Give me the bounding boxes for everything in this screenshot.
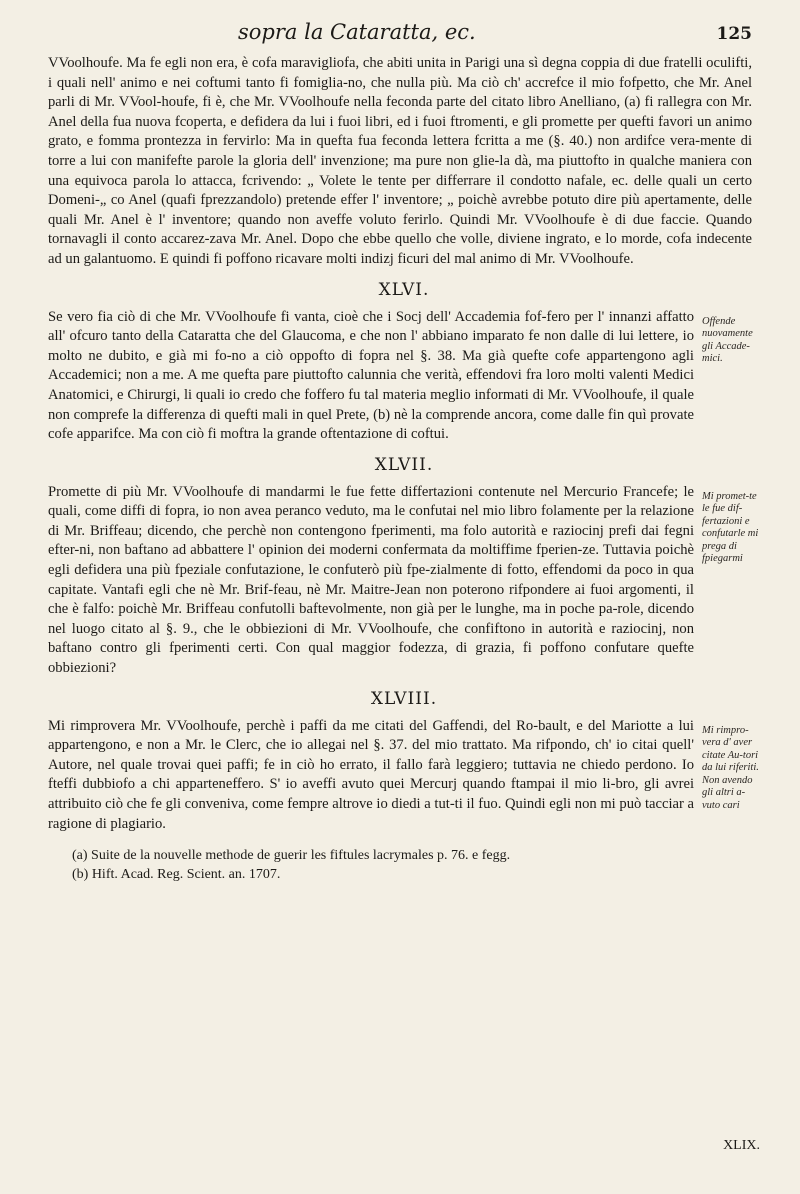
opening-paragraph: VVoolhoufe. Ma fe egli non era, è cofa maravigliofa, che abiti unita in Parigi una sì degna coppia di due fratelli oculifti, i quali nell' animo e nei coftumi tanto fi fomiglia-no, che nulla più. Ma ciò ch' accrefce il mio fofpetto, che Mr. Anel parli di Mr. VVool-houfe, fi è, che Mr. VVoolhoufe nella feconda parte del citato libro Anelliano, (a) fi rallegra con Mr. Anel della fua nuova fcoperta, e defidera da lui i fuoi libri, ed i fuoi ftromenti, e gli promette per quefti favori un animo grato, e fomma prontezza in fervirlo: Ma in quefta fua feconda lettera fcritta a me (§. 40.) non ardifce vera-mente di torre a lui con manifefte parole la gloria dell' invenzione; ma pure non glie-la dà, ma piuttofto in qualche maniera con una equivoca parola lo attacca, fcrivendo: „ Volete le tente per differrare il condotto nafale, ec. delle quali un certo Domeni-„ co Anel (quafi fprezzandolo) pretende effer l' inventore; „ poichè avrebbe potuto dire più apertamente, delle quali Mr. Anel è l' inventore; quando non aveffe voluto ferirlo. Quindi Mr. VVoolhoufe è di due faccie. Quando tornavagli il conto accarez-zava Mr. Anel. Dopo che ebbe quello che volle, diviene ingrato, e lo morde, cofa indecente ad un galantuomo. E quindi fi poffono ricavare molti indizj ficuri del mal animo di Mr. VVoolhoufe. [48, 55, 752, 267]
footnote-a: (a) Suite de la nouvelle methode de guerir les fiftules lacrymales p. 76. e fegg. [72, 848, 511, 864]
margin-note: Mi rimpro-vera d' aver citate Au-tori da lui riferiti. Non avendo gli altri a-vuto cari [702, 724, 759, 811]
section-text: Se vero fia ciò di che Mr. VVoolhoufe fi vanta, cioè che i Socj dell' Accademia fof-fero per l' innanzi affatto all' ofcuro tanto della Cataratta che del Glaucoma, e che non l' abbiano imparato fe non dalle di lui lettere, io molto ne dubito, e già mi fo-no a ciò oppofto di fopra nel §. 38. Ma già quefte cofe appartengono agli Accademici; non a me. A me quefta pare piuttofto calunnia che verità, effendovi fra loro molti valenti Medici Anatomici, e Chirurgi, li quali io credo che foffero fu tal materia meglio informati di Mr. VVoolhoufe, il quale non comprefe la differenza di quefti mali in quel Prete, (b) nè la comprende ancora, come dalle fin quì provate cofe apparifce. Ma con ciò fi moftra la grande oftentazione di coftui. [48, 308, 694, 443]
section-heading: XLVIII. [370, 688, 438, 709]
catchword: XLIX. [723, 1138, 760, 1153]
section-xlviii [48, 689, 760, 835]
section-xlvi [48, 280, 760, 445]
section-heading: XLVI. [378, 279, 430, 300]
running-title: sopra la Cataratta, ec. [238, 20, 476, 44]
section-xlvii [48, 455, 760, 679]
page-number: 125 [716, 24, 752, 44]
section-heading: XLVII. [374, 454, 434, 475]
margin-note: Mi promet-te le fue dif-fertazioni e confutarle mi prega di fpiegarmi [702, 490, 759, 565]
footnote-b: (b) Hift. Acad. Reg. Scient. an. 1707. [72, 867, 281, 883]
section-text: Promette di più Mr. VVoolhoufe di mandarmi le fue fette differtazioni contenute nel Mercurio Francefe; le quali, come diffi di fopra, io non avea peranco veduto, ma le confutai nel mio libro folamente per la relazione di Mr. Briffeau; dicendo, che perchè non contengono fperimenti, ma folo autorità e raziocinj prefi dai fegni efter-ni, non baftano ad abbattere l' opinion dei moderni confermata da moltiffime fperien-ze. Tuttavia poichè egli defidera una più fpeziale confutazione, le confuterò più fpe-zialmente di fotto, effendomi da poco in qua capitate. Vantafi egli che nè Mr. Brif-feau, nè Mr. Maitre-Jean non poterono rifpondere ai fuoi argomenti, il che è falfo: poichè Mr. Briffeau confutolli baftevolmente, non già per le lunghe, ma in poche pa-role, dicendo nel luogo citato al §. 9., che le obbiezioni di Mr. VVoolhoufe, che confiftono in autorità e raziocinj, non baftano contro gli fperimenti certi. Con qual maggior fodezza, di grazia, fi poffono confutare quefte obbiezioni? [48, 483, 694, 677]
running-head [48, 20, 760, 54]
section-text: Mi rimprovera Mr. VVoolhoufe, perchè i paffi da me citati del Gaffendi, del Ro-bault, e del Mariotte a lui appartengono, e non a Mr. le Clerc, che io allegai nel §. 37. del mio trattato. Ma rifpondo, ch' io citai quell' Autore, nel quale trovai quei paffi; fe in ciò ho errato, il fallo farà leggiero; tuttavia ne chiedo perdono. Io fteffi dubbiofo a chi apparteneffero. S' io aveffi avuto quei Mercurj quando ftampai il mio li-bro, gli avrei attribuito ciò che fe gli conveniva, come fempre altrove io diedi a tut-ti il fuo. Quindi egli non mi può tacciar a ragione di plagiario. [48, 717, 694, 832]
footnotes [48, 846, 760, 884]
margin-note: Offende nuovamente gli Accade-mici. [702, 315, 753, 365]
